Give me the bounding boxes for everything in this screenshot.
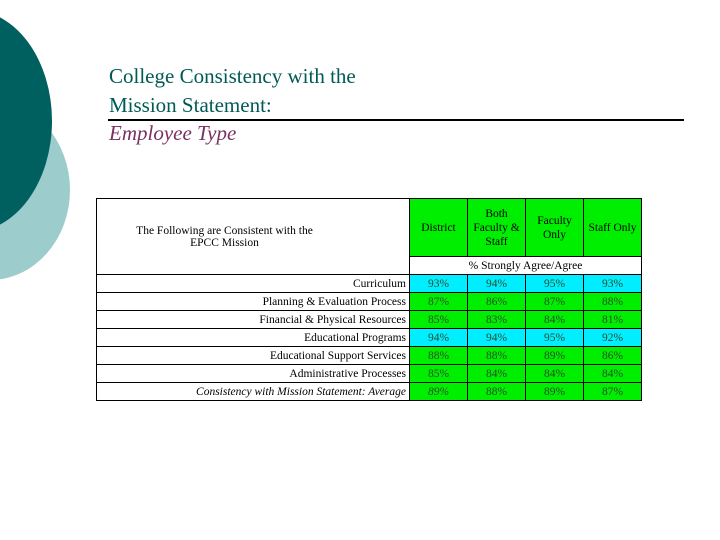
table-row [97, 329, 642, 347]
header-line: District [421, 221, 456, 234]
row-label: Educational Support Services [97, 347, 410, 365]
value-cell: 85% [410, 365, 468, 383]
value-cell: 89% [410, 383, 468, 401]
value-cell: 92% [584, 329, 642, 347]
value-cell: 88% [584, 293, 642, 311]
value-cell: 94% [468, 329, 526, 347]
consistency-table [96, 198, 642, 401]
value-cell: 83% [468, 311, 526, 329]
header-line: Staff [485, 235, 508, 248]
table-row [97, 347, 642, 365]
value-cell: 84% [526, 311, 584, 329]
value-cell: 88% [468, 347, 526, 365]
row-label: Financial & Physical Resources [97, 311, 410, 329]
value-cell: 88% [410, 347, 468, 365]
value-cell: 95% [526, 275, 584, 293]
decorative-circles [0, 0, 80, 300]
title-line-2: Mission Statement: [109, 93, 272, 117]
value-cell: 84% [584, 365, 642, 383]
table-row [97, 275, 642, 293]
row-label: Administrative Processes [97, 365, 410, 383]
row-label: Curriculum [97, 275, 410, 293]
value-cell: 94% [410, 329, 468, 347]
table-row [97, 365, 642, 383]
value-cell: 84% [468, 365, 526, 383]
table-row [97, 311, 642, 329]
value-cell: 87% [584, 383, 642, 401]
column-header-district [410, 199, 468, 257]
slide-title [109, 62, 356, 120]
value-cell: 93% [584, 275, 642, 293]
value-cell: 86% [468, 293, 526, 311]
corner-label [97, 199, 410, 275]
subheader: % Strongly Agree/Agree [410, 257, 642, 275]
header-line: Faculty [537, 214, 572, 227]
column-header-faculty [526, 199, 584, 257]
row-label: Educational Programs [97, 329, 410, 347]
slide-subtitle: Employee Type [109, 121, 237, 145]
column-header-staff [584, 199, 642, 257]
header-line: Only [543, 228, 566, 241]
header-line: Faculty & [473, 221, 520, 234]
value-cell: 93% [410, 275, 468, 293]
row-label: Consistency with Mission Statement: Average [97, 383, 410, 401]
header-line: Staff Only [588, 221, 637, 234]
value-cell: 95% [526, 329, 584, 347]
title-line-1: College Consistency with the [109, 64, 356, 88]
value-cell: 88% [468, 383, 526, 401]
column-header-both [468, 199, 526, 257]
value-cell: 84% [526, 365, 584, 383]
row-label: Planning & Evaluation Process [97, 293, 410, 311]
table-row [97, 383, 642, 401]
value-cell: 81% [584, 311, 642, 329]
value-cell: 85% [410, 311, 468, 329]
value-cell: 86% [584, 347, 642, 365]
value-cell: 94% [468, 275, 526, 293]
value-cell: 89% [526, 347, 584, 365]
value-cell: 89% [526, 383, 584, 401]
header-line: Both [485, 207, 508, 220]
table-row [97, 293, 642, 311]
corner-label-line: EPCC Mission [190, 236, 259, 249]
value-cell: 87% [410, 293, 468, 311]
corner-label-line: The Following are Consistent with the [136, 224, 313, 237]
value-cell: 87% [526, 293, 584, 311]
